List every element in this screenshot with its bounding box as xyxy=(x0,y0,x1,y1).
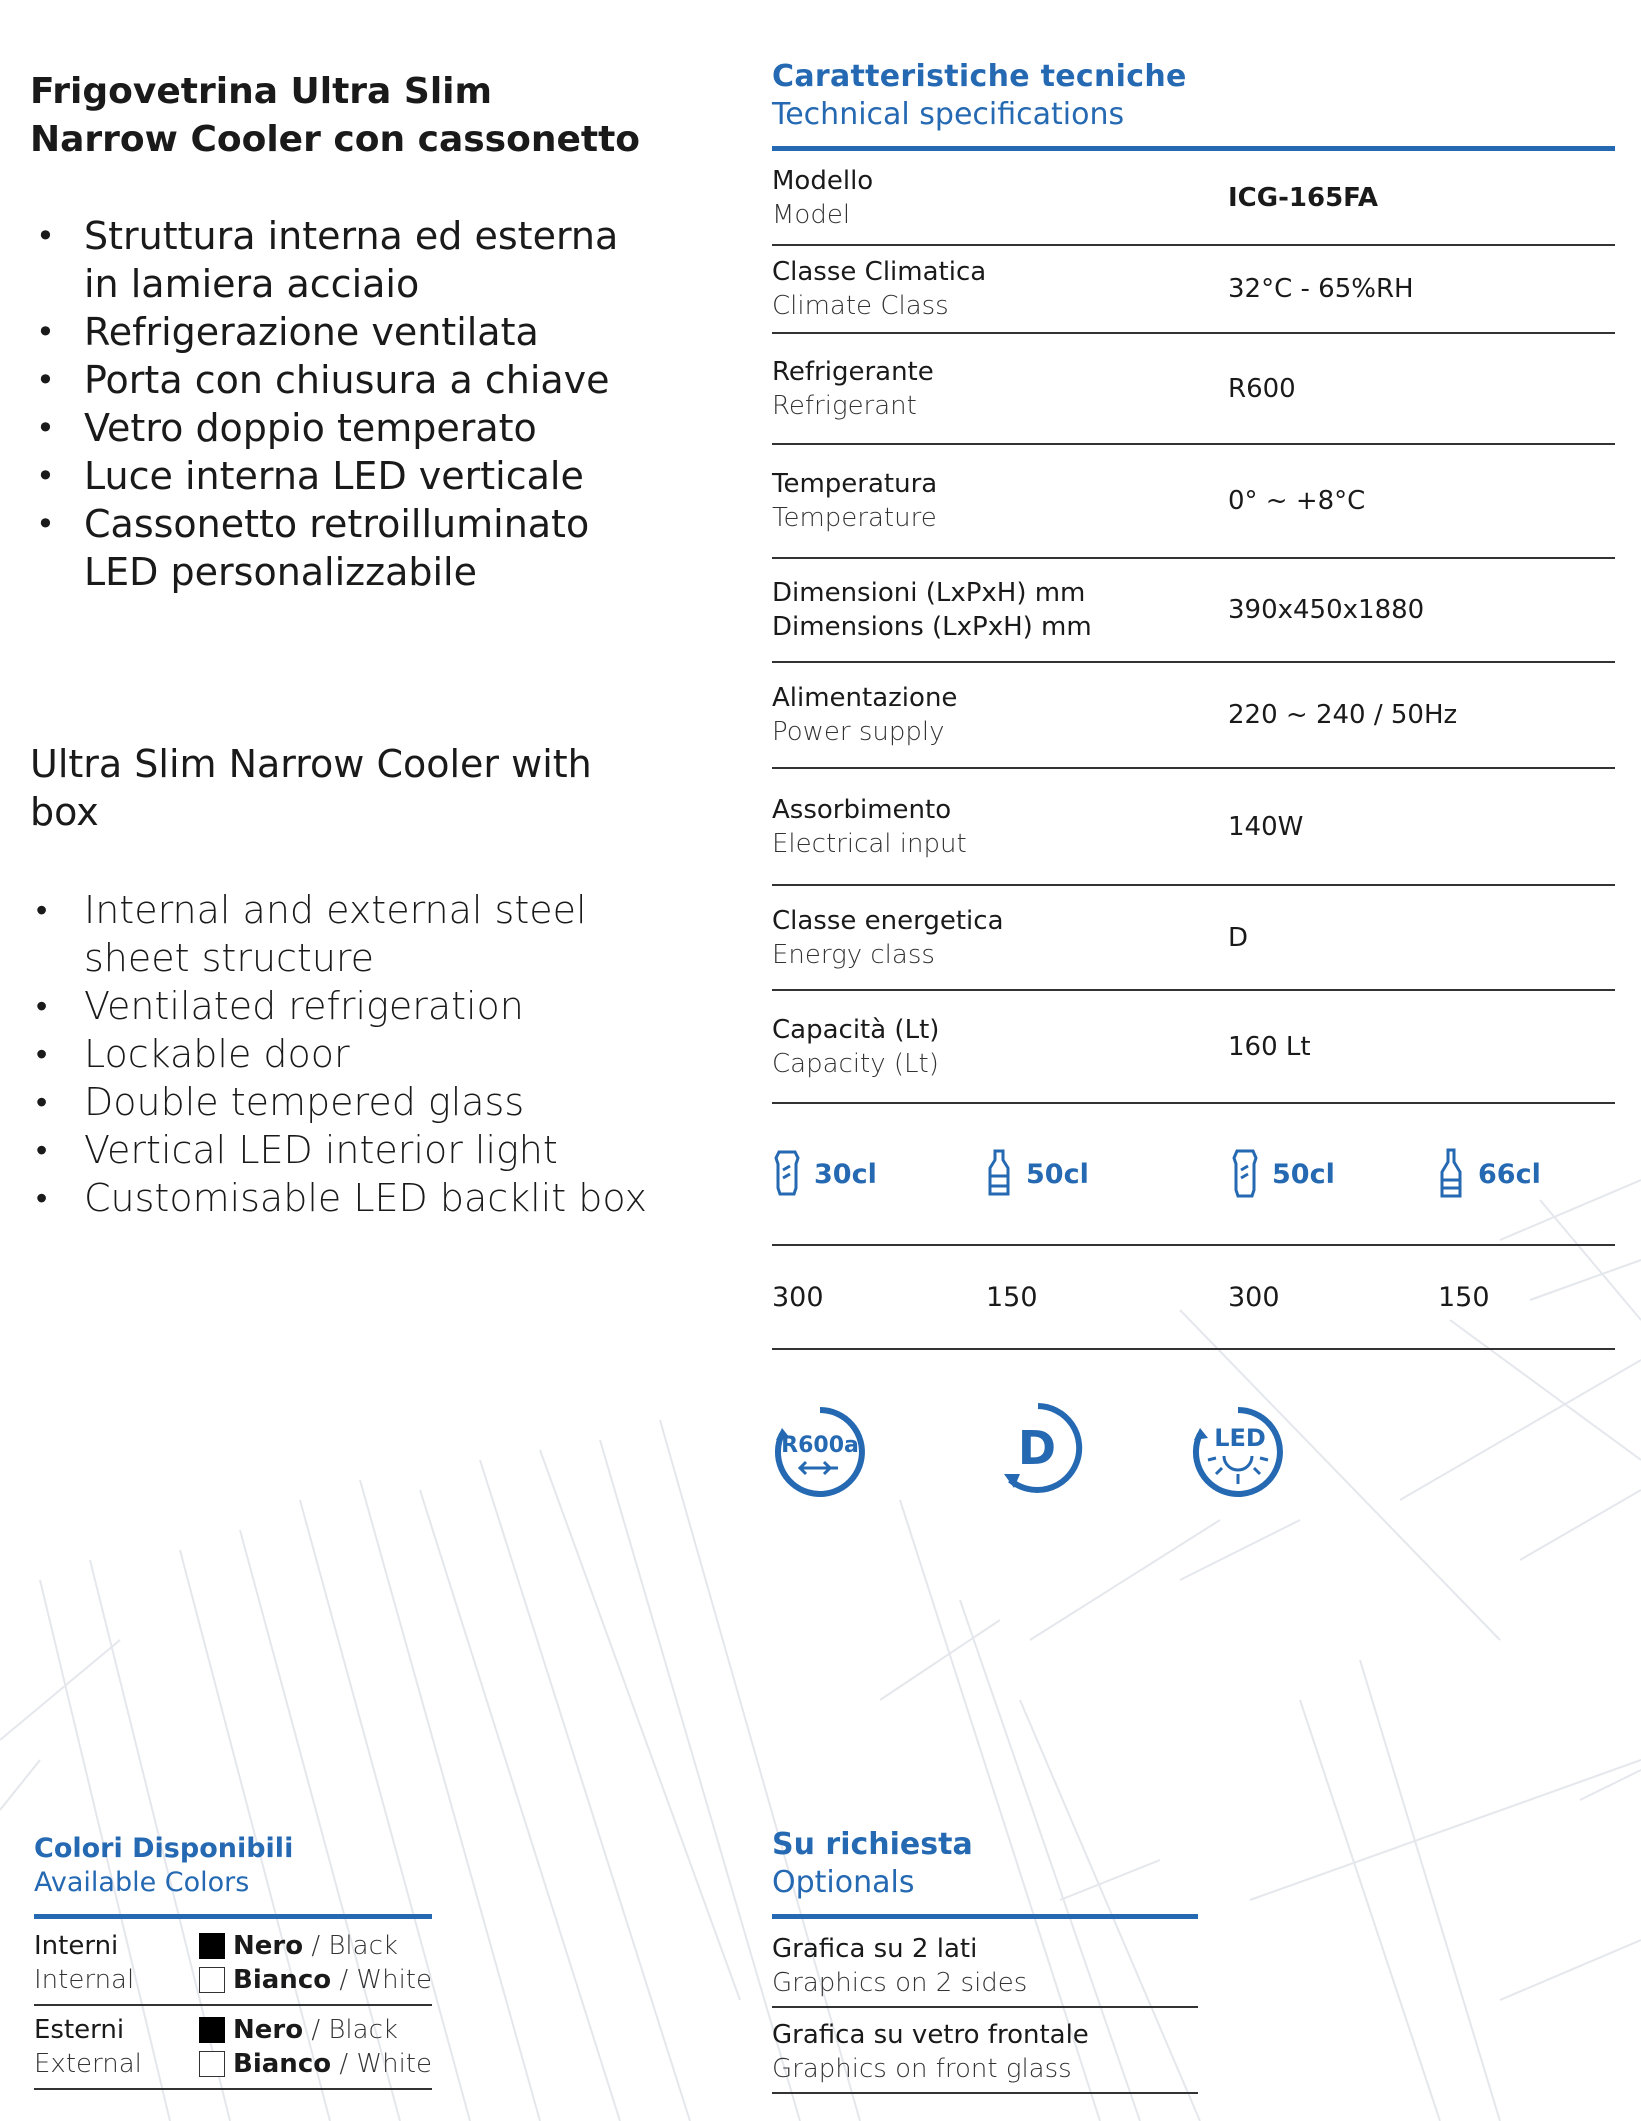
color-option: Bianco / White xyxy=(199,2047,432,2081)
color-option: Nero / Black xyxy=(199,2013,432,2047)
optional-label-en: Graphics on front glass xyxy=(772,2054,1072,2084)
spec-row-electrical-input xyxy=(772,769,1615,886)
spec-row-energy-class xyxy=(772,886,1615,991)
spec-label-en: Dimensions (LxPxH) mm xyxy=(772,612,1092,642)
spec-value: 390x450x1880 xyxy=(1228,595,1425,625)
spec-value: 32°C - 65%RH xyxy=(1228,274,1414,304)
color-name-it: Bianco xyxy=(233,1965,332,1995)
color-name-it: Bianco xyxy=(233,2049,332,2079)
spec-value: 140W xyxy=(1228,811,1304,842)
feature-item: • Cassonetto retroilluminato LED personalizzabile xyxy=(30,500,650,596)
spec-value: 220 ~ 240 / 50Hz xyxy=(1228,700,1458,730)
optional-label-it: Grafica su vetro frontale xyxy=(772,2020,1089,2050)
optional-label-it: Grafica su 2 lati xyxy=(772,1934,978,1964)
container-types-row xyxy=(772,1104,1615,1246)
spec-row-power-supply xyxy=(772,663,1615,769)
spec-row-capacity xyxy=(772,991,1615,1104)
feature-item: • Vertical LED interior light xyxy=(30,1126,650,1174)
bottle-icon xyxy=(984,1148,1014,1200)
color-row-internal xyxy=(34,1922,432,2006)
color-option: Nero / Black xyxy=(199,1929,432,1963)
spec-label-it: Refrigerante xyxy=(772,356,934,387)
container-quantity: 300 xyxy=(1228,1282,1280,1313)
container-type xyxy=(772,1148,877,1200)
feature-item: • Vetro doppio temperato xyxy=(30,404,650,452)
container-label: 66cl xyxy=(1478,1158,1541,1190)
spec-label-it: Temperatura xyxy=(772,469,938,499)
spec-label-en: Power supply xyxy=(772,717,945,747)
container-quantity: 150 xyxy=(1438,1282,1490,1313)
color-label-it: Esterni xyxy=(34,2015,125,2045)
colors-heading-en: Available Colors xyxy=(34,1867,250,1898)
color-row-external xyxy=(34,2006,432,2090)
color-label-en: Internal xyxy=(34,1965,135,1995)
spec-label-it: Modello xyxy=(772,166,874,196)
spec-label-en: Refrigerant xyxy=(772,390,917,421)
specs-heading-en: Technical specifications xyxy=(772,97,1125,132)
container-type xyxy=(1436,1148,1541,1200)
specs-heading-rule xyxy=(772,146,1615,151)
spec-row-temperature xyxy=(772,445,1615,559)
spec-label-it: Alimentazione xyxy=(772,683,958,713)
feature-item: • Lockable door xyxy=(30,1030,650,1078)
spec-label-it: Classe Climatica xyxy=(772,257,987,287)
spec-value: ICG-165FA xyxy=(1228,183,1379,213)
energy-class-badge-label: D xyxy=(1017,1421,1057,1475)
feature-item: • Customisable LED backlit box xyxy=(30,1174,650,1222)
spec-label-en: Electrical input xyxy=(772,828,967,859)
product-title-it: Frigovetrina Ultra Slim Narrow Cooler con cassonetto xyxy=(30,71,641,160)
container-type xyxy=(1230,1148,1335,1200)
colors-heading-it: Colori Disponibili xyxy=(34,1833,294,1864)
specs-table xyxy=(772,152,1615,1104)
spec-label-it: Capacità (Lt) xyxy=(772,1014,940,1045)
black-swatch xyxy=(199,1933,225,1959)
color-name-it: Nero xyxy=(233,1931,304,1961)
container-type xyxy=(984,1148,1089,1200)
specs-heading xyxy=(772,58,1187,134)
colors-table xyxy=(34,1922,432,2090)
product-title-en: Ultra Slim Narrow Cooler with box xyxy=(30,742,592,834)
spec-label-it: Assorbimento xyxy=(772,794,952,825)
feature-item: • Struttura interna ed esterna in lamiera acciaio xyxy=(30,212,650,308)
white-swatch xyxy=(199,1967,225,1993)
color-name-it: Nero xyxy=(233,2015,304,2045)
color-option: Bianco / White xyxy=(199,1963,432,1997)
spec-label-en: Capacity (Lt) xyxy=(772,1048,939,1079)
optional-item xyxy=(772,2008,1198,2094)
spec-label-it: Classe energetica xyxy=(772,905,1004,936)
colors-heading xyxy=(34,1832,293,1900)
energy-class-badge-icon xyxy=(990,1400,1086,1496)
spec-row-model xyxy=(772,152,1615,246)
color-label-it: Interni xyxy=(34,1931,119,1961)
optionals-heading-it: Su richiesta xyxy=(772,1827,973,1862)
optionals-heading-rule xyxy=(772,1914,1198,1919)
can-icon xyxy=(1230,1148,1260,1200)
colors-heading-rule xyxy=(34,1914,432,1919)
feature-item: • Double tempered glass xyxy=(30,1078,650,1126)
container-label: 50cl xyxy=(1272,1158,1335,1190)
color-name-en: Black xyxy=(328,1931,398,1961)
spec-row-climate-class xyxy=(772,246,1615,334)
spec-value: 0° ~ +8°C xyxy=(1228,486,1366,516)
led-badge-label: LED xyxy=(1214,1424,1266,1452)
spec-label-en: Energy class xyxy=(772,939,935,970)
feature-item: • Luce interna LED verticale xyxy=(30,452,650,500)
spec-label-en: Climate Class xyxy=(772,291,949,321)
bottle-icon xyxy=(1436,1148,1466,1200)
optionals-heading xyxy=(772,1826,973,1902)
spec-label-it: Dimensioni (LxPxH) mm xyxy=(772,578,1086,608)
color-name-en: Black xyxy=(328,2015,398,2045)
spec-label-en: Temperature xyxy=(772,503,937,533)
feature-item: • Internal and external steel sheet structure xyxy=(30,886,650,982)
refrigerant-badge-label: R600a xyxy=(781,1433,859,1458)
feature-list-en xyxy=(30,886,650,1222)
spec-row-dimensions xyxy=(772,559,1615,663)
spec-value: D xyxy=(1228,922,1249,953)
optional-label-en: Graphics on 2 sides xyxy=(772,1968,1028,1998)
container-label: 30cl xyxy=(814,1158,877,1190)
black-swatch xyxy=(199,2017,225,2043)
spec-value: 160 Lt xyxy=(1228,1031,1311,1062)
container-quantity: 150 xyxy=(986,1282,1038,1313)
white-swatch xyxy=(199,2051,225,2077)
refrigerant-badge-icon xyxy=(772,1404,868,1500)
optionals-heading-en: Optionals xyxy=(772,1865,915,1900)
feature-item: • Porta con chiusura a chiave xyxy=(30,356,650,404)
color-name-en: White xyxy=(356,2049,432,2079)
specs-heading-it: Caratteristiche tecniche xyxy=(772,59,1187,94)
feature-item: • Ventilated refrigeration xyxy=(30,982,650,1030)
container-quantity-row xyxy=(772,1246,1615,1350)
container-quantity: 300 xyxy=(772,1282,824,1313)
spec-label-en: Model xyxy=(772,200,851,230)
led-badge-icon xyxy=(1190,1404,1286,1500)
feature-item: • Refrigerazione ventilata xyxy=(30,308,650,356)
optionals-table xyxy=(772,1922,1198,2094)
container-label: 50cl xyxy=(1026,1158,1089,1190)
color-label-en: External xyxy=(34,2049,142,2079)
feature-list-it xyxy=(30,212,650,596)
can-icon xyxy=(772,1148,802,1200)
spec-value: R600 xyxy=(1228,373,1296,404)
color-name-en: White xyxy=(356,1965,432,1995)
optional-item xyxy=(772,1922,1198,2008)
spec-row-refrigerant xyxy=(772,334,1615,445)
